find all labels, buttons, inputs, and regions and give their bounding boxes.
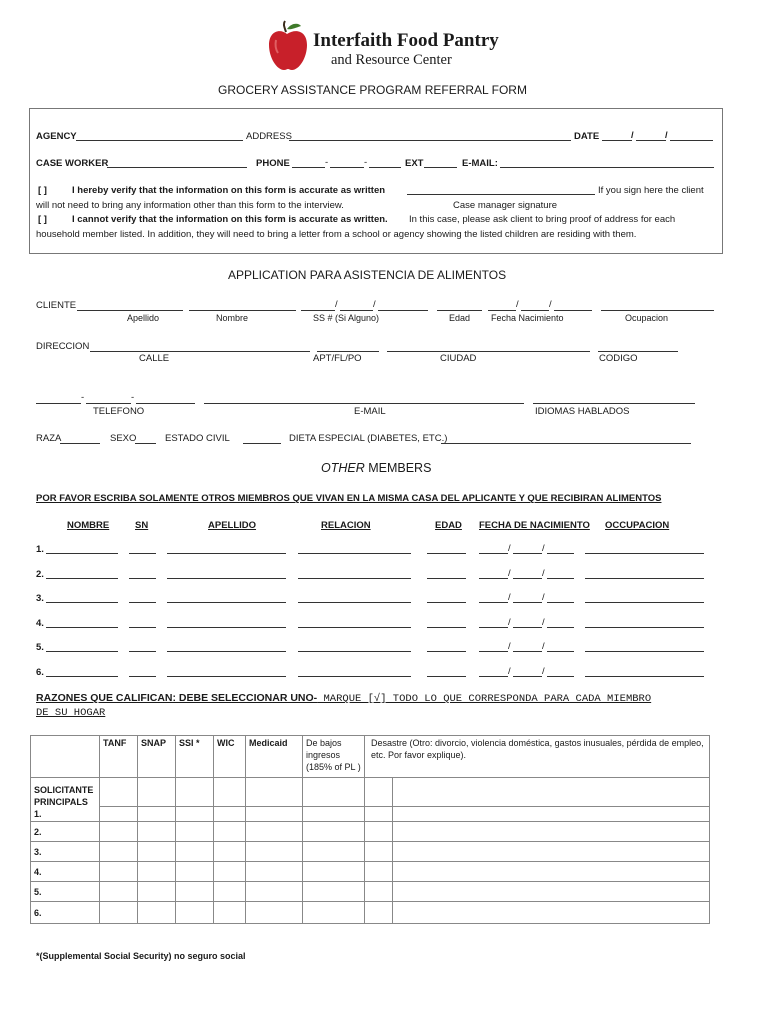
grid-row: [31, 822, 710, 842]
grid-row-number: 3.: [31, 842, 100, 862]
member-field[interactable]: [547, 676, 574, 677]
ocupacion-caption: Ocupacion: [625, 313, 669, 323]
sexo-label: SEXO: [110, 433, 137, 444]
grid-cell[interactable]: [176, 842, 214, 862]
grid-cell[interactable]: [176, 862, 214, 882]
apellido-field[interactable]: [77, 310, 183, 311]
apellido-caption: Apellido: [127, 313, 160, 323]
date-sep: /: [542, 616, 545, 628]
member-row-number: 4.: [36, 617, 44, 629]
grid-cell[interactable]: [246, 882, 303, 902]
member-field[interactable]: [46, 651, 118, 652]
grid-cell[interactable]: [393, 882, 710, 902]
ss-caption: SS # (Si Alguno): [313, 313, 380, 323]
member-field[interactable]: [585, 553, 704, 554]
phone-field-2[interactable]: [330, 167, 364, 168]
date-sep: /: [542, 641, 545, 652]
calle-field[interactable]: [90, 351, 310, 352]
member-field[interactable]: [547, 651, 574, 652]
grid-row: [31, 842, 710, 862]
grid-cell[interactable]: [393, 807, 710, 822]
member-field[interactable]: [513, 553, 542, 554]
grid-cell[interactable]: [100, 882, 138, 902]
sign-text: If you sign here the client: [598, 185, 704, 196]
agency-field[interactable]: [76, 140, 243, 141]
member-field[interactable]: [167, 602, 286, 603]
grid-cell[interactable]: [100, 842, 138, 862]
verify-checkbox[interactable]: [ ]: [38, 185, 47, 196]
grid-cell[interactable]: [303, 822, 365, 842]
fecha-field-3[interactable]: [554, 310, 592, 311]
member-field[interactable]: [167, 676, 286, 677]
member-field[interactable]: [513, 676, 542, 677]
estado-civil-field[interactable]: [243, 443, 281, 444]
grid-cell[interactable]: [100, 778, 138, 807]
grid-cell[interactable]: [365, 882, 393, 902]
fecha-field-2[interactable]: [521, 310, 549, 311]
member-row-number: 1.: [36, 544, 44, 555]
ss-sep: /: [335, 299, 338, 310]
member-row-number: 3.: [36, 593, 44, 604]
edad-field[interactable]: [437, 310, 482, 311]
dieta-field[interactable]: [441, 443, 691, 444]
member-field[interactable]: [547, 602, 574, 603]
razones-title-mono: MARQUE [√] TODO LO QUE CORRESPONDA PARA CADA MIEMBRO: [317, 693, 652, 705]
grid-row-number: 2.: [31, 822, 100, 842]
grid-cell[interactable]: [365, 822, 393, 842]
date-year-field[interactable]: [670, 140, 713, 141]
member-field[interactable]: [167, 651, 286, 652]
address-field[interactable]: [289, 140, 571, 141]
form-title: GROCERY ASSISTANCE PROGRAM REFERRAL FORM: [218, 83, 527, 97]
email-field[interactable]: [500, 167, 714, 168]
grid-cell[interactable]: [176, 778, 214, 807]
grid-cell[interactable]: [100, 822, 138, 842]
member-field[interactable]: [427, 627, 466, 628]
date-sep: /: [542, 592, 545, 603]
ciudad-caption: CIUDAD: [440, 353, 477, 364]
grid-cell[interactable]: [365, 862, 393, 882]
member-field[interactable]: [167, 578, 286, 579]
col-nombre: NOMBRE: [67, 520, 110, 531]
grid-row-number: 5.: [31, 882, 100, 902]
member-field[interactable]: [46, 602, 118, 603]
grid-body: [31, 822, 710, 924]
grid-cell[interactable]: [246, 822, 303, 842]
razones-title-line2: DE SU HOGAR: [36, 707, 106, 719]
grid-cell[interactable]: [393, 778, 710, 807]
grid-cell[interactable]: [100, 902, 138, 924]
solicitante-text: SOLICITANTE PRINCIPALS: [34, 785, 94, 807]
apt-caption: APT/FL/PO: [313, 353, 362, 364]
grid-cell[interactable]: [303, 778, 365, 807]
grid-cell[interactable]: [100, 807, 138, 822]
member-field[interactable]: [547, 627, 574, 628]
grid-cell[interactable]: [365, 842, 393, 862]
member-field[interactable]: [298, 651, 411, 652]
address-label: ADDRESS: [246, 131, 292, 142]
col-sn: SN: [135, 520, 149, 531]
other-members-title: [321, 461, 431, 475]
date-sep: /: [542, 665, 545, 677]
grid-cell[interactable]: [303, 902, 365, 924]
member-field[interactable]: [585, 651, 704, 652]
date-month-field[interactable]: [602, 140, 632, 141]
nombre-caption: Nombre: [216, 313, 249, 323]
grid-cell[interactable]: [365, 902, 393, 924]
bajos-header: De bajos ingresos (185% of PL ): [303, 736, 365, 778]
member-field[interactable]: [513, 602, 542, 603]
member-field[interactable]: [129, 553, 156, 554]
grid-cell[interactable]: [138, 807, 176, 822]
agency-label: AGENCY: [36, 131, 77, 142]
grid-cell[interactable]: [176, 902, 214, 924]
sexo-field[interactable]: [135, 443, 156, 444]
grid-cell[interactable]: [138, 882, 176, 902]
member-row-number: 2.: [36, 568, 44, 580]
grid-cell[interactable]: [138, 862, 176, 882]
member-field[interactable]: [585, 627, 704, 628]
grid-row: [31, 807, 710, 822]
ss-sep: /: [373, 299, 376, 310]
desastre-header: Desastre (Otro: divorcio, violencia doméstica, gastos inusuales, pérdida de empleo, etc. Por favor explique).: [365, 736, 710, 778]
grid-cell[interactable]: [138, 902, 176, 924]
member-row-number: 5.: [36, 642, 44, 653]
grid-cell[interactable]: [176, 807, 214, 822]
member-field[interactable]: [46, 578, 118, 579]
fecha-field-1[interactable]: [488, 310, 516, 311]
grid-cell[interactable]: [214, 822, 246, 842]
idiomas-caption: IDIOMAS HABLADOS: [535, 406, 630, 417]
solicitante-label: [31, 778, 100, 822]
date-sep: /: [631, 130, 634, 141]
phone-label: PHONE: [256, 158, 290, 169]
grid-cell[interactable]: [246, 902, 303, 924]
member-field[interactable]: [298, 553, 411, 554]
qualifying-reasons-table: [30, 735, 710, 924]
member-field[interactable]: [427, 578, 466, 579]
grid-cell[interactable]: [393, 842, 710, 862]
verify-text: I hereby verify that the information on this form is accurate as written: [72, 185, 386, 196]
member-field[interactable]: [129, 676, 156, 677]
member-field[interactable]: [298, 676, 411, 677]
grid-cell[interactable]: [393, 902, 710, 924]
ss-field-1[interactable]: [301, 310, 335, 311]
member-field[interactable]: [479, 676, 508, 677]
logo: [266, 20, 310, 72]
grid-row-number: 1.: [34, 809, 42, 819]
fecha-sep: /: [516, 299, 519, 310]
date-sep: /: [508, 543, 511, 554]
raza-label: RAZA: [36, 433, 62, 444]
grid-cell[interactable]: [246, 862, 303, 882]
members-word: MEMBERS: [364, 461, 432, 475]
member-field[interactable]: [479, 602, 508, 603]
date-label: DATE: [574, 131, 600, 142]
member-field[interactable]: [46, 553, 118, 554]
phone-dash: -: [364, 157, 368, 168]
telefono-field-3[interactable]: [136, 403, 195, 404]
member-field[interactable]: [167, 627, 286, 628]
date-sep: /: [508, 567, 511, 579]
ext-label: EXT: [405, 158, 424, 169]
member-field[interactable]: [298, 602, 411, 603]
medicaid-header: Medicaid: [246, 736, 303, 778]
grid-cell[interactable]: [303, 842, 365, 862]
date-sep: /: [665, 130, 668, 141]
no-need-text: will not need to bring any information other than this form to the interview.: [36, 200, 344, 211]
grid-cell[interactable]: [176, 822, 214, 842]
grid-cell[interactable]: [303, 862, 365, 882]
member-field[interactable]: [479, 553, 508, 554]
grid-cell[interactable]: [138, 822, 176, 842]
member-field[interactable]: [479, 627, 508, 628]
apple-icon: [266, 20, 310, 72]
grid-cell[interactable]: [303, 882, 365, 902]
member-field[interactable]: [479, 578, 508, 579]
member-field[interactable]: [427, 651, 466, 652]
telefono-caption: TELEFONO: [93, 406, 145, 417]
member-field[interactable]: [585, 676, 704, 677]
grid-row-number: 4.: [31, 862, 100, 882]
grid-row-number: 6.: [31, 902, 100, 924]
ss-field-3[interactable]: [378, 310, 428, 311]
member-row-number: 6.: [36, 666, 44, 678]
other-members-instruction: POR FAVOR ESCRIBA SOLAMENTE OTROS MIEMBROS QUE VIVAN EN LA MISMA CASA DEL APLICANTE Y QUE RECIBIRAN ALIMENTOS: [36, 493, 662, 504]
ssi-header: SSI *: [176, 736, 214, 778]
razones-title-sans: RAZONES QUE CALIFICAN: DEBE SELECCIONAR UNO-: [36, 692, 318, 704]
ss-field-2[interactable]: [340, 310, 373, 311]
raza-field[interactable]: [60, 443, 100, 444]
phone-field-3[interactable]: [369, 167, 401, 168]
grid-cell[interactable]: [214, 807, 246, 822]
solicitante-row: [31, 778, 710, 807]
razones-title: [36, 692, 651, 705]
grid-cell[interactable]: [214, 882, 246, 902]
date-sep: /: [508, 665, 511, 677]
calle-caption: CALLE: [139, 353, 170, 364]
grid-cell[interactable]: [393, 862, 710, 882]
member-field[interactable]: [513, 578, 542, 579]
member-field[interactable]: [547, 553, 574, 554]
member-field[interactable]: [513, 651, 542, 652]
dieta-label: DIETA ESPECIAL (DIABETES, ETC.): [289, 433, 448, 444]
application-title: APPLICATION PARA ASISTENCIA DE ALIMENTOS: [228, 268, 507, 282]
cliente-label: CLIENTE: [36, 300, 77, 311]
member-field[interactable]: [129, 578, 156, 579]
grid-cell[interactable]: [303, 807, 365, 822]
phone-dash: -: [325, 157, 329, 168]
cm-signature-caption: Case manager signature: [453, 200, 558, 211]
phone-field-1[interactable]: [292, 167, 325, 168]
member-field[interactable]: [298, 627, 411, 628]
col-fecha: FECHA DE NACIMIENTO: [479, 520, 590, 531]
case-worker-label: CASE WORKER: [36, 158, 109, 169]
direccion-label: DIRECCION: [36, 341, 90, 352]
email-app-field[interactable]: [204, 403, 524, 404]
grid-row: [31, 862, 710, 882]
footnote: *(Supplemental Social Security) no seguro social: [36, 951, 246, 961]
tanf-header: TANF: [100, 736, 138, 778]
cannot-verify-checkbox[interactable]: [ ]: [38, 214, 47, 225]
grid-cell[interactable]: [214, 862, 246, 882]
member-field[interactable]: [129, 602, 156, 603]
grid-cell[interactable]: [138, 778, 176, 807]
member-field[interactable]: [427, 676, 466, 677]
ciudad-field[interactable]: [387, 351, 590, 352]
fecha-caption: Fecha Nacimiento: [491, 313, 564, 323]
member-field[interactable]: [46, 627, 118, 628]
ext-field[interactable]: [424, 167, 457, 168]
grid-cell[interactable]: [214, 842, 246, 862]
case-worker-field[interactable]: [107, 167, 247, 168]
grid-cell[interactable]: [214, 778, 246, 807]
email-caption: E-MAIL: [354, 406, 386, 417]
telefono-dash: -: [81, 392, 85, 403]
member-field[interactable]: [129, 651, 156, 652]
email-label: E-MAIL:: [462, 158, 498, 169]
date-day-field[interactable]: [636, 140, 666, 141]
member-field[interactable]: [298, 578, 411, 579]
grid-row: [31, 882, 710, 902]
grid-cell[interactable]: [138, 842, 176, 862]
signature-field[interactable]: [407, 194, 595, 195]
grid-cell[interactable]: [176, 882, 214, 902]
apt-field[interactable]: [317, 351, 379, 352]
fecha-sep: /: [549, 299, 552, 310]
other-word: OTHER: [321, 461, 365, 475]
codigo-caption: CODIGO: [599, 353, 638, 364]
date-sep: /: [508, 641, 511, 652]
col-apellido: APELLIDO: [208, 520, 257, 531]
grid-cell[interactable]: [365, 807, 393, 822]
col-occupacion: OCCUPACION: [605, 520, 670, 531]
date-sep: /: [542, 567, 545, 579]
grid-row: [31, 902, 710, 924]
codigo-field[interactable]: [598, 351, 678, 352]
telefono-field-2[interactable]: [86, 403, 131, 404]
org-name: Interfaith Food Pantry: [313, 30, 499, 51]
telefono-field-1[interactable]: [36, 403, 81, 404]
grid-cell[interactable]: [214, 902, 246, 924]
grid-cell[interactable]: [246, 807, 303, 822]
estado-civil-label: ESTADO CIVIL: [165, 433, 230, 444]
household-text: household member listed. In addition, they will need to bring a letter from a school or agency showing the listed children are residing with them.: [36, 229, 637, 240]
idiomas-field[interactable]: [533, 403, 695, 404]
grid-cell[interactable]: [100, 862, 138, 882]
member-field[interactable]: [585, 602, 704, 603]
member-field[interactable]: [479, 651, 508, 652]
member-field[interactable]: [427, 602, 466, 603]
cannot-verify-rest: In this case, please ask client to bring proof of address for each: [409, 214, 676, 225]
date-sep: /: [508, 592, 511, 603]
member-field[interactable]: [585, 578, 704, 579]
snap-header: SNAP: [138, 736, 176, 778]
wic-header: WIC: [214, 736, 246, 778]
nombre-field[interactable]: [189, 310, 296, 311]
grid-cell[interactable]: [393, 822, 710, 842]
member-field[interactable]: [427, 553, 466, 554]
grid-cell[interactable]: [246, 842, 303, 862]
org-subtitle: and Resource Center: [331, 52, 452, 68]
blank-header: [31, 736, 100, 778]
date-sep: /: [508, 616, 511, 628]
member-field[interactable]: [167, 553, 286, 554]
grid-cell[interactable]: [365, 778, 393, 807]
ocupacion-field[interactable]: [601, 310, 714, 311]
member-field[interactable]: [46, 676, 118, 677]
cannot-verify-text: I cannot verify that the information on this form is accurate as written.: [72, 214, 388, 225]
member-field[interactable]: [129, 627, 156, 628]
grid-cell[interactable]: [246, 778, 303, 807]
date-sep: /: [542, 543, 545, 554]
telefono-dash: -: [131, 392, 135, 403]
edad-caption: Edad: [449, 313, 471, 323]
member-field[interactable]: [513, 627, 542, 628]
col-relacion: RELACION: [321, 520, 371, 531]
col-edad: EDAD: [435, 520, 462, 531]
member-field[interactable]: [547, 578, 574, 579]
